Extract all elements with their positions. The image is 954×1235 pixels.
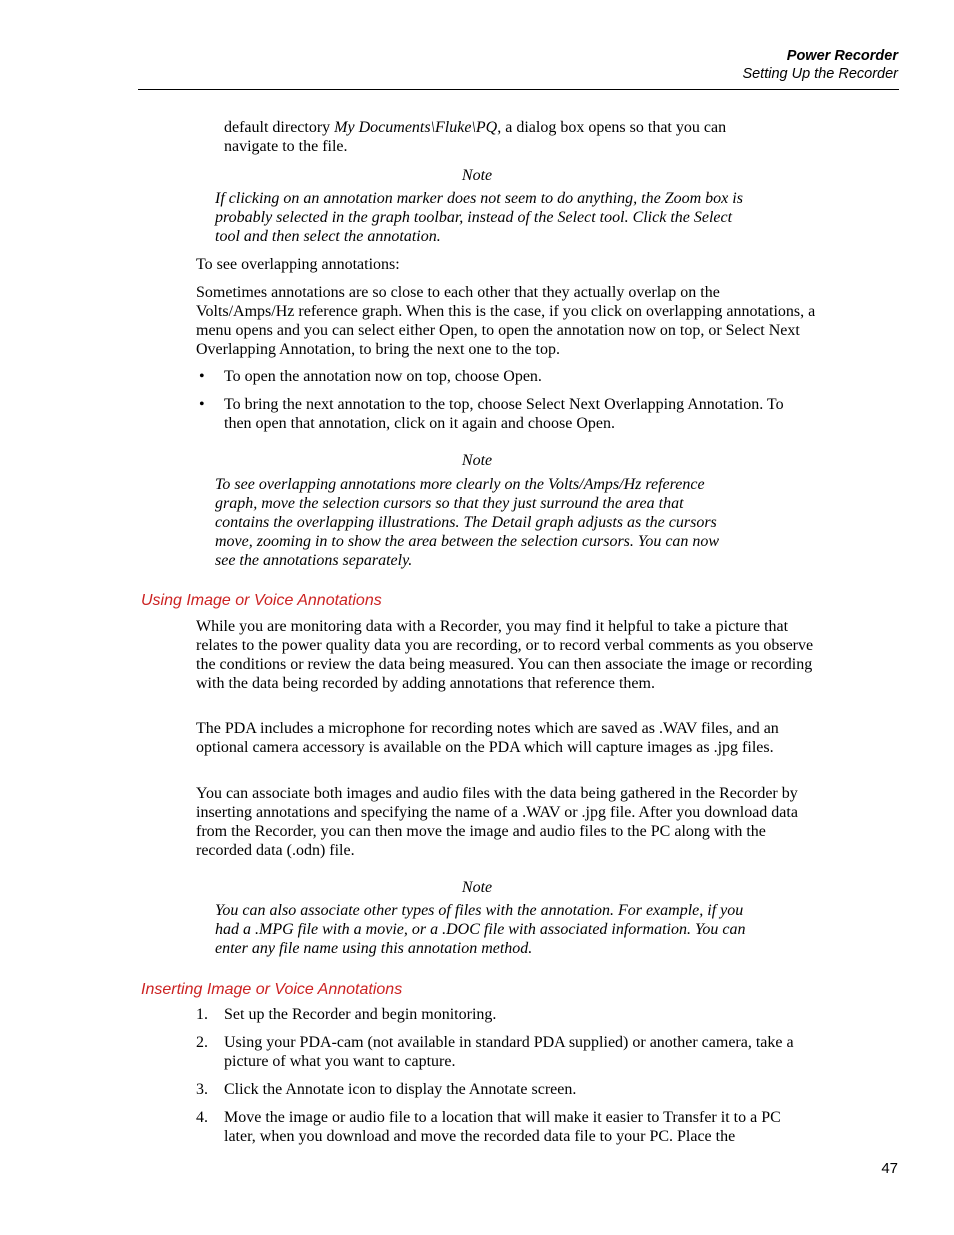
bullet-glyph: • <box>199 368 205 385</box>
body-paragraph: While you are monitoring data with a Recorder, you may find it helpful to take a picture that relates to the power quality data you are recording, or to record verbal comments as you observe the conditions or review the data being measured. You can then associate the image or recording with the data being recorded by adding annotations that reference them. <box>196 618 814 692</box>
section-heading: Using Image or Voice Annotations <box>141 592 382 609</box>
overlap-lead: To see overlapping annotations: <box>196 256 400 273</box>
running-header-title: Power Recorder <box>786 48 898 64</box>
step-text: Using your PDA-cam (not available in standard PDA supplied) or another camera, take a picture of what you want to capture. <box>224 1034 794 1070</box>
step-text: Move the image or audio file to a location that will make it easier to Transfer it to a PC later, when you download and move the recorded data file to your PC. Place the <box>224 1109 781 1145</box>
note-text: If clicking on an annotation marker does not seem to do anything, the Zoom box is probably selected in the graph toolbar, instead of the Select tool. Click the Select tool and then select the annotation. <box>215 190 743 245</box>
step-text: Click the Annotate icon to display the Annotate screen. <box>224 1081 577 1098</box>
note-text: To see overlapping annotations more clearly on the Volts/Amps/Hz reference graph, move the selection cursors so that they just surround the area that contains the overlapping illustrations. The Detail graph adjusts as the cursors move, zooming in to show the area between the selection cursors. You can now see the annotations separately. <box>215 476 720 569</box>
page-number: 47 <box>881 1160 898 1177</box>
running-header-subtitle: Setting Up the Recorder <box>742 66 898 82</box>
note-label: Note <box>461 879 493 896</box>
step-text: Set up the Recorder and begin monitoring. <box>224 1006 497 1023</box>
step-number: 3. <box>196 1081 208 1098</box>
body-paragraph: The PDA includes a microphone for recording notes which are saved as .WAV files, and an optional camera accessory is available on the PDA which will capture images as .jpg files. <box>196 720 779 756</box>
note-label: Note <box>461 167 493 184</box>
overlap-paragraph: Sometimes annotations are so close to each other that they actually overlap on the Volts/Amps/Hz reference graph. When this is the case, if you click on overlapping annotations, a menu opens and you can select either Open, to open the annotation now on top, or Select Next Overlapping Annotation, to bring the next one to the top. <box>196 284 816 358</box>
bullet-item: To open the annotation now on top, choose Open. <box>224 368 542 385</box>
bullet-glyph: • <box>199 396 205 413</box>
step-number: 1. <box>196 1006 208 1023</box>
header-rule <box>138 89 899 90</box>
step-number: 2. <box>196 1034 208 1051</box>
note-text: You can also associate other types of files with the annotation. For example, if you had a .MPG file with a movie, or a .DOC file with associated information. You can enter any file name using this annotation method. <box>215 902 746 957</box>
note-label: Note <box>461 452 493 469</box>
bullet-item: To bring the next annotation to the top, choose Select Next Overlapping Annotation. To then open that annotation, click on it again and choose Open. <box>224 396 784 432</box>
step-number: 4. <box>196 1109 208 1126</box>
section-heading: Inserting Image or Voice Annotations <box>141 981 403 998</box>
intro-paragraph <box>224 118 784 156</box>
intro-text-after: , a dialog box opens so that you can navigate to the file. <box>224 119 727 155</box>
intro-text-before: default directory <box>224 119 335 136</box>
intro-path: My Documents\Fluke\PQ <box>334 119 498 136</box>
body-paragraph: You can associate both images and audio files with the data being gathered in the Recorder by inserting annotations and specifying the name of a .WAV or .jpg file. After you download data from the Recorder, you can then move the image and audio files to the PC along with the recorded data (.odn) file. <box>196 785 798 859</box>
